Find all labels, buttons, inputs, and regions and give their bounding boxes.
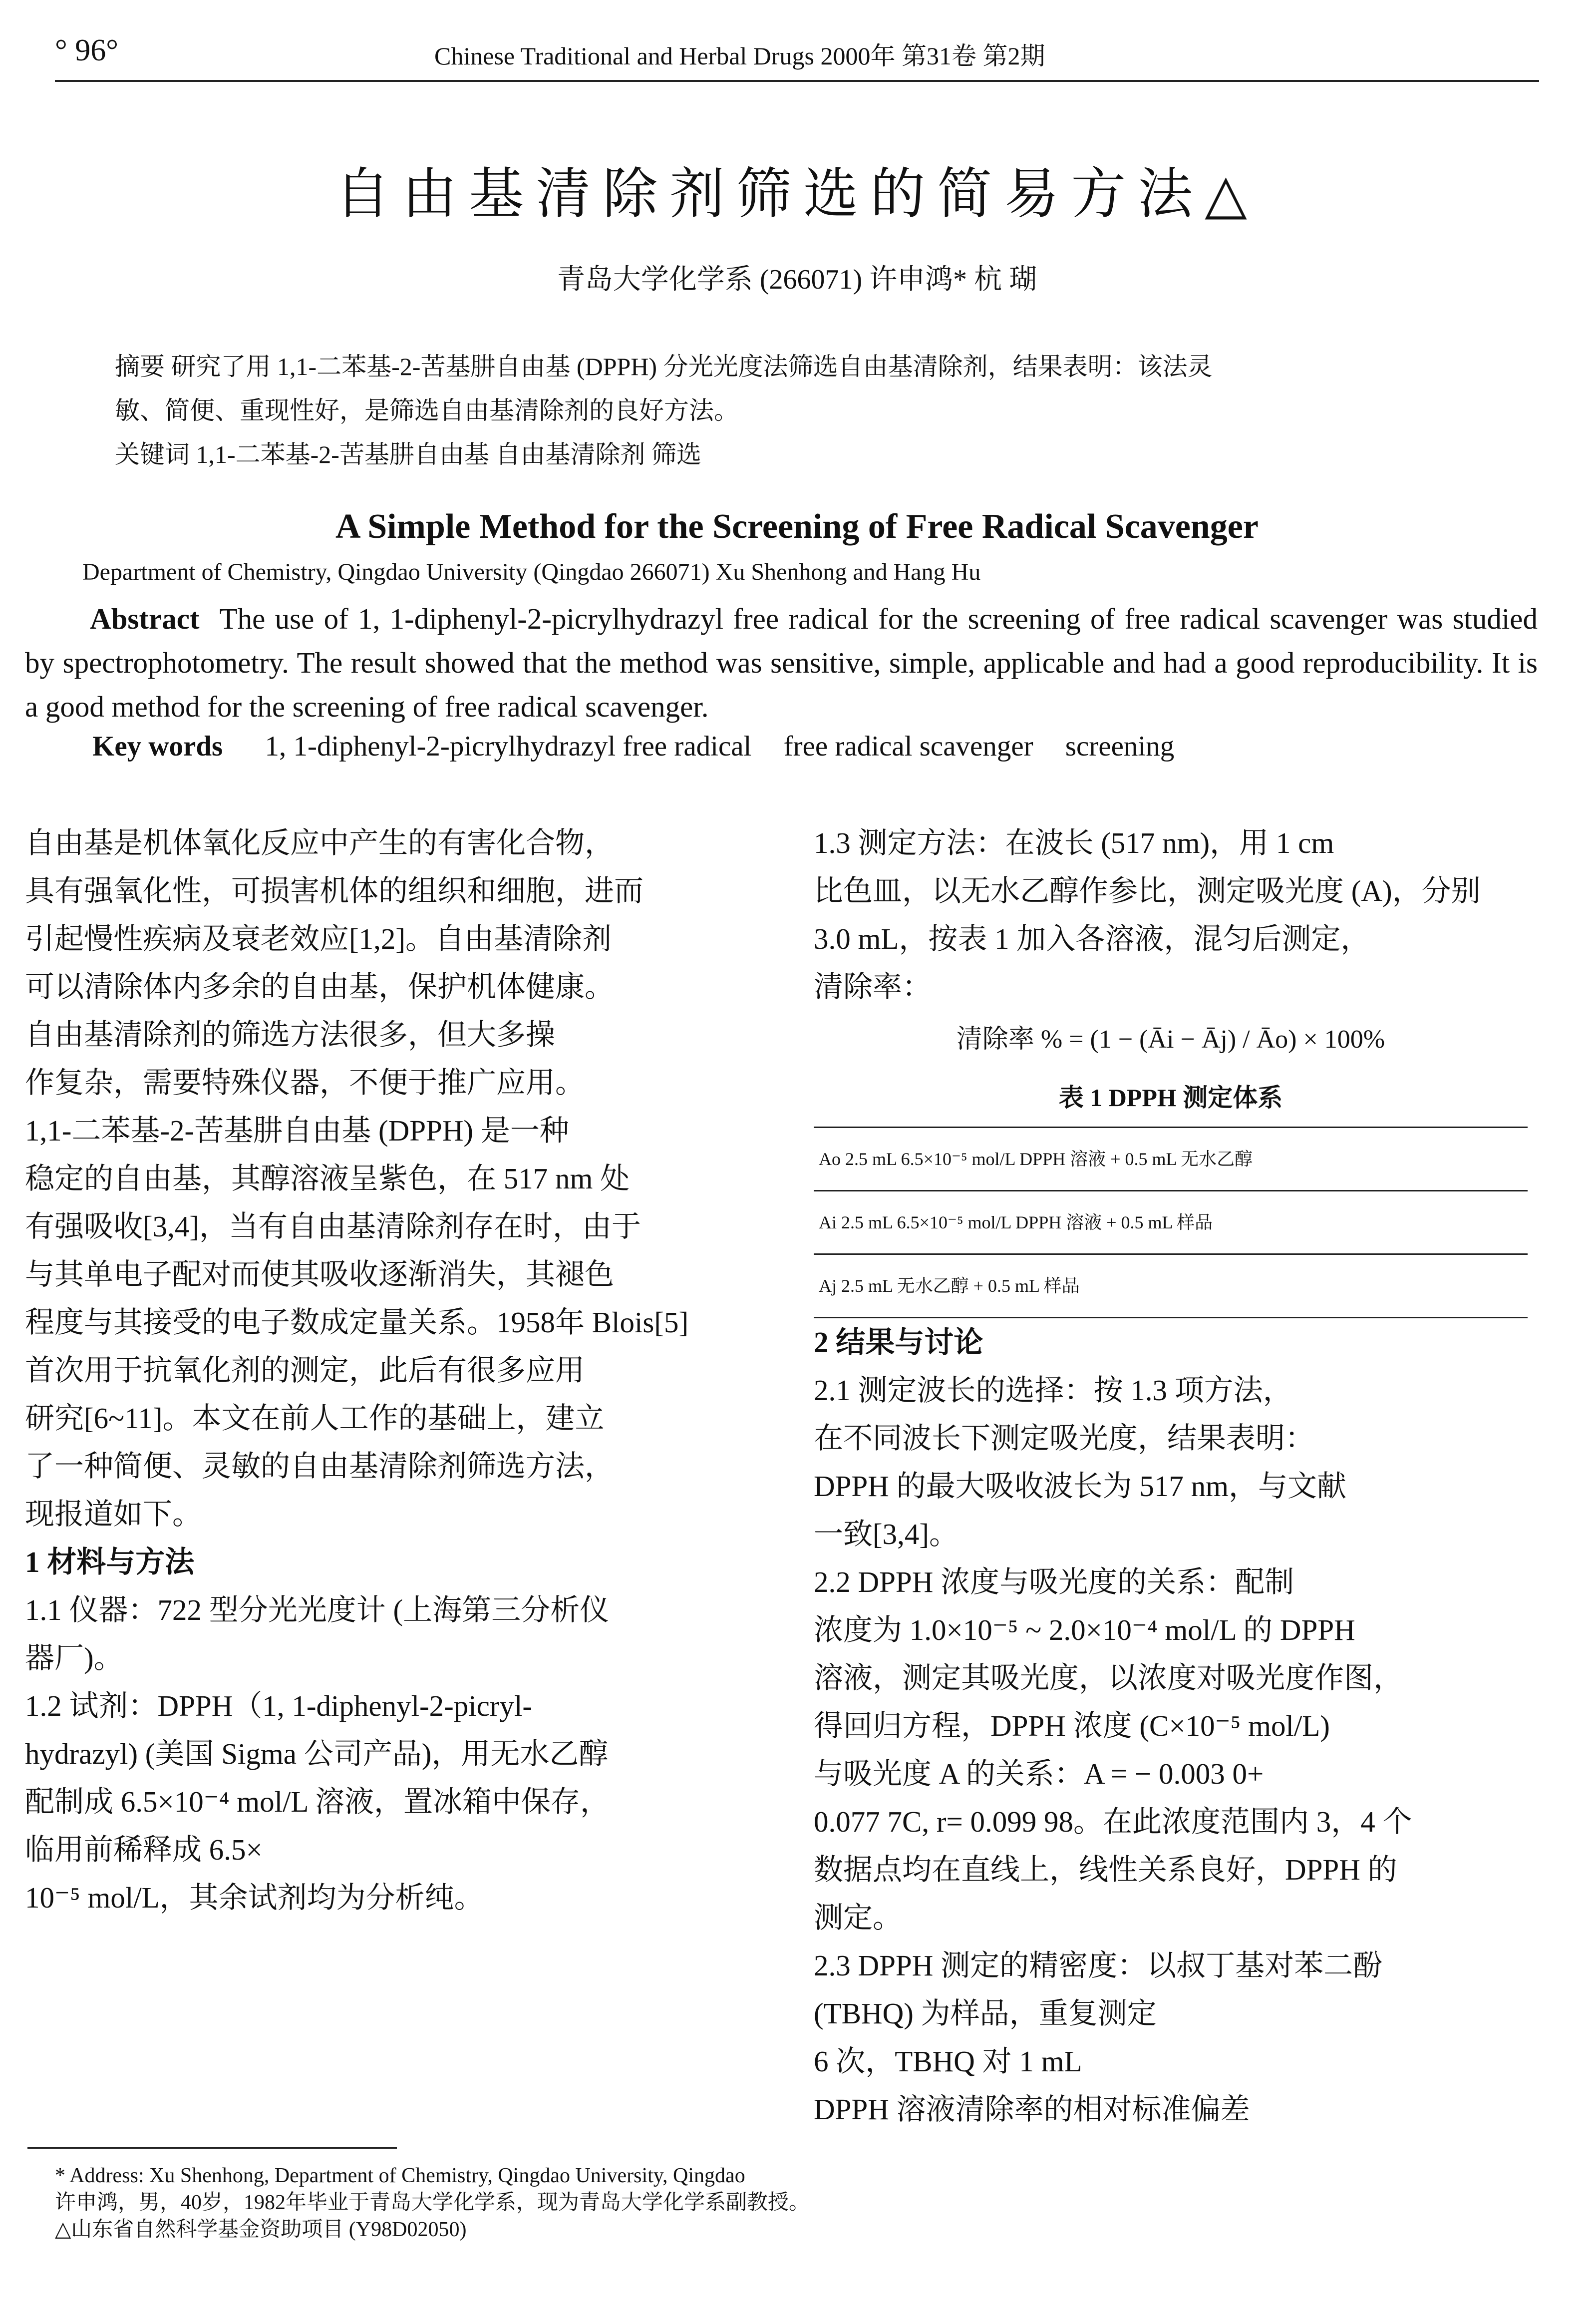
chinese-title: 自由基清除剂筛选的简易方法△ [335, 164, 1259, 225]
body-line: 在不同波长下测定吸光度，结果表明： [814, 1422, 1315, 1455]
body-line: 研究[6~11]。本文在前人工作的基础上，建立 [25, 1402, 605, 1435]
body-line: 配制成 6.5×10⁻⁴ mol/L 溶液，置冰箱中保存， [25, 1785, 610, 1818]
body-line: hydrazyl) (美国 Sigma 公司产品)，用无水乙醇 [25, 1737, 609, 1770]
body-line: 1.3 测定方法：在波长 (517 nm)，用 1 cm [814, 826, 1334, 859]
keywords [92, 730, 1199, 763]
left-column [25, 819, 749, 1922]
running-header [55, 30, 1539, 82]
footnote-line: 许申鸿，男，40岁，1982年毕业于青岛大学化学系，现为青岛大学化学系副教授。 [55, 2191, 810, 2214]
english-title: A Simple Method for the Screening of Free Radical Scavenger [335, 507, 1259, 546]
footnote [55, 2162, 810, 2243]
table-row [814, 1128, 1528, 1191]
body-line: 3.0 mL，按表 1 加入各溶液，混匀后测定， [814, 922, 1370, 955]
body-line: 清除率： [814, 970, 932, 1003]
keyword: screening [1065, 731, 1175, 762]
body-line: 测定。 [814, 1901, 903, 1934]
section-heading: 1 材料与方法 [25, 1546, 195, 1578]
body-line: 10⁻⁵ mol/L，其余试剂均为分析纯。 [25, 1881, 484, 1914]
chinese-abstract-line: 敏、简便、重现性好，是筛选自由基清除剂的良好方法。 [115, 396, 739, 424]
table-caption: 表 1 DPPH 测定体系 [1058, 1084, 1283, 1112]
footnote-line: * Address: Xu Shenhong, Department of Chemistry, Qingdao University, Qingdao [55, 2164, 745, 2187]
body-line: 现报道如下。 [25, 1498, 202, 1531]
body-line: 6 次，TBHQ 对 1 mL [814, 2045, 1082, 2078]
english-abstract [25, 597, 1538, 729]
body-line: 得回归方程，DPPH 浓度 (C×10⁻⁵ mol/L) [814, 1709, 1330, 1742]
table-cell: Aj 2.5 mL 无水乙醇 + 0.5 mL 样品 [814, 1254, 1528, 1318]
body-line: 可以清除体内多余的自由基，保护机体健康。 [25, 970, 615, 1003]
keyword: free radical scavenger [783, 731, 1033, 762]
body-line: 2.3 DPPH 测定的精密度：以叔丁基对苯二酚 [814, 1949, 1383, 1982]
body-line: 具有强氧化性，可损害机体的组织和细胞，进而 [25, 874, 644, 907]
chinese-abstract [115, 345, 1488, 476]
body-line: 了一种简便、灵敏的自由基清除剂筛选方法， [25, 1450, 615, 1483]
body-line: 浓度为 1.0×10⁻⁵ ~ 2.0×10⁻⁴ mol/L 的 DPPH [814, 1613, 1355, 1646]
chinese-keywords: 关键词 1,1-二苯基-2-苦基肼自由基 自由基清除剂 筛选 [115, 440, 701, 468]
body-line: 自由基是机体氧化反应中产生的有害化合物， [25, 826, 615, 859]
body-line: (TBHQ) 为样品，重复测定 [814, 1997, 1157, 2030]
body-line: 一致[3,4]。 [814, 1518, 959, 1550]
chinese-authors: 青岛大学化学系 (266071) 许申鸿* 杭 瑚 [557, 264, 1037, 295]
body-line: 首次用于抗氧化剂的测定，此后有很多应用 [25, 1354, 585, 1387]
journal-citation: Chinese Traditional and Herbal Drugs 2000年 第31卷 第2期 [434, 42, 1045, 70]
body-line: 1.2 试剂：DPPH（1, 1-diphenyl-2-picryl- [25, 1689, 533, 1722]
chinese-abstract-line: 摘要 研究了用 1,1-二苯基-2-苦基肼自由基 (DPPH) 分光光度法筛选自由基清除剂，结果表明：该法灵 [115, 353, 1213, 381]
body-line: 稳定的自由基，其醇溶液呈紫色，在 517 nm 处 [25, 1162, 630, 1195]
body-line: 临用前稀释成 6.5× [25, 1833, 263, 1866]
footnote-line: △山东省自然科学基金资助项目 (Y98D02050) [55, 2218, 467, 2241]
measurement-table [814, 1127, 1528, 1318]
body-line: 与吸光度 A 的关系：A = − 0.003 0+ [814, 1757, 1264, 1790]
scavenging-rate-formula: 清除率 % = (1 − (Āi − Āj) / Āo) × 100% [956, 1025, 1385, 1054]
table-row [814, 1191, 1528, 1254]
body-line: 自由基清除剂的筛选方法很多，但大多操 [25, 1018, 556, 1051]
abstract-label: Abstract [90, 602, 200, 635]
page-number: ° 96° [55, 33, 119, 67]
body-line: 与其单电子配对而使其吸收逐渐消失，其褪色 [25, 1258, 615, 1291]
section-heading: 2 结果与讨论 [814, 1326, 983, 1359]
body-line: DPPH 溶液清除率的相对标准偏差 [814, 2093, 1250, 2126]
body-line: 比色皿，以无水乙醇作参比，测定吸光度 (A)，分别 [814, 874, 1481, 907]
body-line: 0.077 7C, r= 0.099 98。在此浓度范围内 3，4 个 [814, 1805, 1412, 1838]
body-line: 程度与其接受的电子数成定量关系。1958年 Blois[5] [25, 1306, 689, 1339]
body-line: 溶液，测定其吸光度，以浓度对吸光度作图， [814, 1661, 1403, 1694]
table-row [814, 1254, 1528, 1318]
body-line: 数据点均在直线上，线性关系良好，DPPH 的 [814, 1853, 1397, 1886]
table-cell: Ao 2.5 mL 6.5×10⁻⁵ mol/L DPPH 溶液 + 0.5 mL 无水乙醇 [814, 1128, 1528, 1191]
body-line: 1.1 仪器：722 型分光光度计 (上海第三分析仪 [25, 1593, 610, 1626]
footnote-divider [27, 2147, 397, 2149]
body-line: 2.1 测定波长的选择：按 1.3 项方法， [814, 1374, 1292, 1407]
body-line: 有强吸收[3,4]，当有自由基清除剂存在时，由于 [25, 1210, 641, 1243]
english-affiliation: Department of Chemistry, Qingdao University (Qingdao 266071) Xu Shenhong and Hang Hu [82, 559, 981, 585]
body-line: 引起慢性疾病及衰老效应[1,2]。自由基清除剂 [25, 922, 612, 955]
body-line: 作复杂，需要特殊仪器，不便于推广应用。 [25, 1066, 585, 1099]
right-column [814, 819, 1528, 2133]
abstract-text: The use of 1, 1-diphenyl-2-picrylhydrazyl free radical for the screening of free radical scavenger was studied by spectrophotometry. The result showed that the method was sensitive, simple, applicable and had a good reproducibility. It is a good method for the screening of free radical scavenger. [25, 602, 1538, 723]
body-line: 1,1-二苯基-2-苦基肼自由基 (DPPH) 是一种 [25, 1114, 569, 1147]
body-line: DPPH 的最大吸收波长为 517 nm，与文献 [814, 1470, 1346, 1503]
body-line: 2.2 DPPH 浓度与吸光度的关系：配制 [814, 1565, 1294, 1598]
keyword: 1, 1-diphenyl-2-picrylhydrazyl free radical [265, 731, 752, 762]
keywords-label: Key words [92, 731, 223, 762]
body-line: 器厂)。 [25, 1641, 123, 1674]
table-cell: Ai 2.5 mL 6.5×10⁻⁵ mol/L DPPH 溶液 + 0.5 mL 样品 [814, 1191, 1528, 1254]
